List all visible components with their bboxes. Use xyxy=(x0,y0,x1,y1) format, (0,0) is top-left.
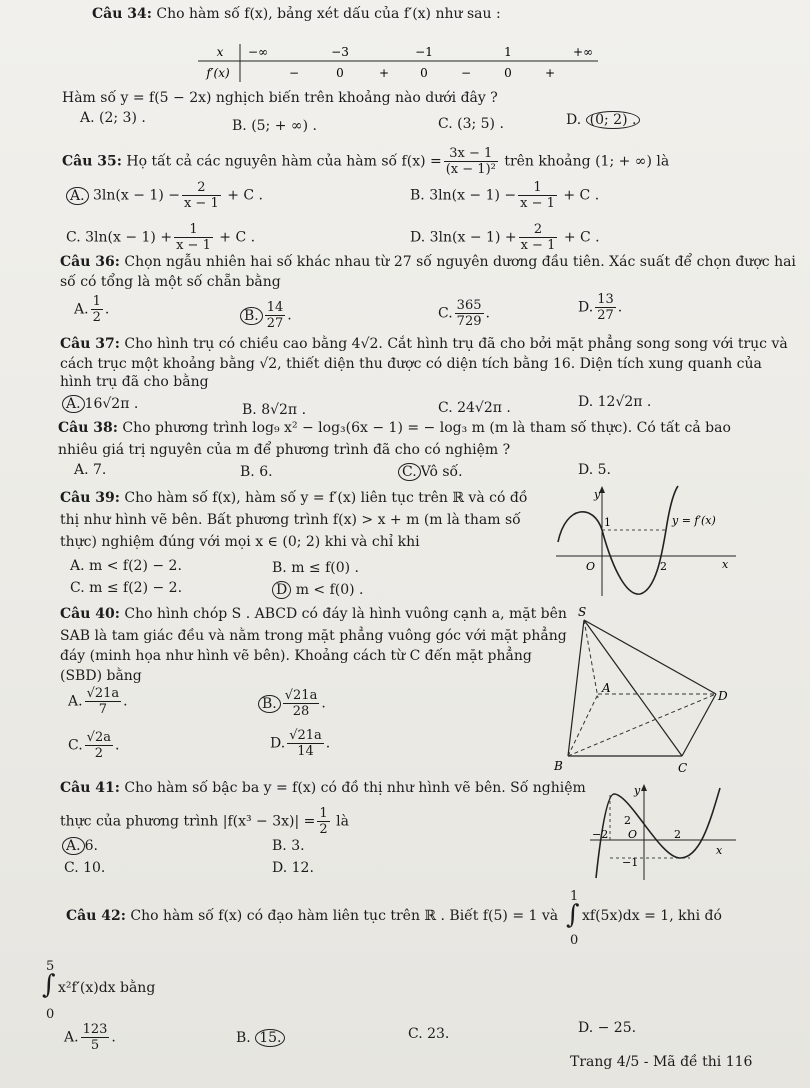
q42-b-label: B. xyxy=(236,1030,251,1046)
q34-option-d xyxy=(566,112,640,129)
q34-sign-0: − xyxy=(288,66,300,80)
q38-number: Câu 38: xyxy=(58,420,118,436)
q40-a-frac xyxy=(85,686,122,717)
q40-c-frac xyxy=(85,730,113,761)
q34-sign-6: + xyxy=(544,66,556,80)
q36-b-label: B. xyxy=(240,307,263,325)
q36-c-num: 365 xyxy=(456,298,482,313)
q35-option-d xyxy=(410,222,600,253)
q40-b-label: B. xyxy=(258,695,281,713)
q42-int2-sign: ∫ xyxy=(42,970,56,1000)
q34-option-d-label: D. xyxy=(566,112,582,128)
q35-option-a xyxy=(66,180,263,211)
q42-int1-lower: 0 xyxy=(570,933,579,948)
q36-d-num: 13 xyxy=(597,292,614,307)
q35-frac-num: 3x − 1 xyxy=(444,146,498,162)
q40-edge-ba xyxy=(568,694,598,756)
q41-a-value: 6. xyxy=(84,838,98,854)
q38-stem-line1 xyxy=(58,420,731,437)
q37-option-d: D. 12√2π . xyxy=(578,394,652,410)
q37-a-value: 16√2π . xyxy=(84,396,139,412)
q41-label-2: 2 xyxy=(624,814,631,827)
q37-option-b: B. 8√2π . xyxy=(242,402,307,418)
q35-c-den: x − 1 xyxy=(176,238,211,253)
q34-stem xyxy=(92,6,501,23)
q40-label-d: D xyxy=(718,689,728,703)
q41-y-arrow-icon xyxy=(641,784,647,791)
q40-c-den: 2 xyxy=(94,746,103,761)
q42-a-label: A. xyxy=(64,1029,79,1046)
q40-label-c: C xyxy=(678,761,688,775)
page-footer: Trang 4/5 - Mã đề thi 116 xyxy=(570,1054,753,1070)
q36-d-label: D. xyxy=(578,299,594,316)
q41-frac-den: 2 xyxy=(319,822,328,837)
q40-edge-cd xyxy=(682,694,716,756)
q40-stem-line3: đáy (minh họa như hình vẽ bên). Khoảng cách từ C đến mặt phẳng xyxy=(60,648,532,664)
q40-a-den: 7 xyxy=(98,702,107,717)
q41-a-label: A. xyxy=(62,837,85,855)
q39-label-2: 2 xyxy=(660,560,667,573)
q34-option-d-value: (0; 2) . xyxy=(586,111,641,129)
q39-graph xyxy=(556,484,806,600)
q37-text1: Cho hình trụ có chiều cao bằng 4√2. Cắt hình trụ đã cho bởi mặt phẳng song song với trục và xyxy=(124,336,788,352)
q34-sign-2: + xyxy=(378,66,390,80)
q38-c-label: C. xyxy=(398,463,421,481)
q35-a-den: x − 1 xyxy=(183,196,219,211)
q35-c-num: 1 xyxy=(174,222,213,238)
q39-label-1: 1 xyxy=(604,516,611,529)
q41-tail: là xyxy=(336,813,349,830)
q40-label-a: A xyxy=(602,681,611,695)
q36-option-c: C. $\frac{365}{729}$ . xyxy=(438,298,490,329)
q37-stem-line2: cách trục một khoảng bằng √2, thiết diện thu được có diện tích bằng 16. Diện tích xung quanh của xyxy=(60,356,762,372)
q40-edge-sa xyxy=(584,620,598,698)
q42-option-d: D. − 25. xyxy=(578,1020,637,1036)
q40-text1: Cho hình chóp S . ABCD có đáy là hình vuông cạnh a, mặt bên xyxy=(124,606,567,622)
q39-d-value: m < f(0) . xyxy=(295,582,364,598)
q38-option-a: A. 7. xyxy=(74,462,107,478)
q34-x-1: −3 xyxy=(331,45,349,59)
q42-int1-expr: xf(5x)dx = 1, khi đó xyxy=(582,908,722,924)
q38-option-b: B. 6. xyxy=(240,464,273,480)
q38-c-value: Vô số. xyxy=(420,464,463,480)
q36-a-num: 1 xyxy=(92,294,101,309)
q37-stem-line3: hình trụ đã cho bằng xyxy=(60,374,209,390)
q36-text1: Chọn ngẫu nhiên hai số khác nhau từ 27 số nguyên dương đầu tiên. Xác suất để chọn được hai xyxy=(124,254,796,270)
q37-option-a xyxy=(62,396,138,413)
q40-edge-sb xyxy=(568,620,584,756)
q41-text2: thực của phương trình |f(x³ − 3x)| = xyxy=(60,813,316,830)
q40-label-s: S xyxy=(578,605,587,619)
q42-int2-lower: 0 xyxy=(46,1007,55,1022)
q35-option-c-value: 3ln(x − 1) + xyxy=(85,229,173,246)
q41-option-a xyxy=(62,838,98,855)
q35-option-d-tail: + C . xyxy=(563,229,600,246)
q36-a-frac xyxy=(91,294,103,325)
q39-option-b: B. m ≤ f(0) . xyxy=(272,560,360,576)
q36-stem-line1 xyxy=(60,254,796,271)
q39-text1: Cho hàm số f(x), hàm số y = f′(x) liên tục trên ℝ và có đồ xyxy=(124,490,528,506)
q39-stem-line3: thực) nghiệm đúng với mọi x ∈ (0; 2) khi và chỉ khi xyxy=(60,534,420,550)
q35-stem xyxy=(62,146,669,177)
q39-stem-line1 xyxy=(60,490,527,507)
q34-number: Câu 34: xyxy=(92,6,152,22)
q37-option-c: C. 24√2π . xyxy=(438,400,511,416)
q37-number: Câu 37: xyxy=(60,336,120,352)
q35-d-den: x − 1 xyxy=(520,238,556,253)
q39-label-y: y xyxy=(594,488,601,501)
q34-sign-1: 0 xyxy=(336,66,344,80)
q41-label-m1: −1 xyxy=(622,856,639,869)
q34-option-b: B. (5; + ∞) . xyxy=(232,118,317,134)
q36-a-label: A. xyxy=(74,301,89,318)
q35-option-a-label: A. xyxy=(66,187,89,205)
q35-option-b-frac xyxy=(518,180,557,211)
q34-sign-3: 0 xyxy=(420,66,428,80)
q40-b-den: 28 xyxy=(292,704,310,719)
q38-option-c xyxy=(398,464,463,481)
q34-x-2: −1 xyxy=(415,45,433,59)
q35-option-c-tail: + C . xyxy=(219,229,256,246)
q41-frac-num: 1 xyxy=(319,806,328,821)
q40-label-b: B xyxy=(554,759,563,773)
q40-c-label: C. xyxy=(68,737,83,754)
q42-a-frac xyxy=(81,1022,110,1053)
q40-pyramid-figure xyxy=(548,602,738,778)
q35-option-a-tail: + C . xyxy=(227,187,263,204)
q40-edge-bd xyxy=(568,694,716,756)
q35-option-c-label: C. xyxy=(66,229,81,246)
q40-b-frac xyxy=(283,688,320,719)
q35-option-b xyxy=(410,180,599,211)
q41-label-m2: −2 xyxy=(592,828,609,841)
q40-d-frac xyxy=(287,728,324,759)
q36-d-frac xyxy=(595,292,616,323)
q35-a-num: 2 xyxy=(182,180,221,196)
q34-x-0: −∞ xyxy=(247,45,269,59)
q41-option-b: B. 3. xyxy=(272,838,305,854)
q39-option-a: A. m < f(2) − 2. xyxy=(70,558,182,574)
q35-option-c xyxy=(66,222,255,253)
q40-number: Câu 40: xyxy=(60,606,120,622)
q36-a-den: 2 xyxy=(92,310,101,325)
q34-x-3: 1 xyxy=(504,45,512,59)
q34-sign-table xyxy=(198,42,603,84)
q39-label-o: O xyxy=(586,560,596,573)
q41-option-d: D. 12. xyxy=(272,860,314,876)
q35-option-d-value: 3ln(x − 1) + xyxy=(429,229,517,246)
q40-option-d: D. $\frac{√21a}{14}$ . xyxy=(270,728,331,759)
q42-int1-upper: 1 xyxy=(570,889,579,904)
q40-a-num: √21a xyxy=(86,686,120,701)
q34-option-c: C. (3; 5) . xyxy=(438,116,504,132)
q36-option-a: A. $\frac{1}{2}$ . xyxy=(74,294,110,325)
q36-b-num: 14 xyxy=(266,300,284,315)
q37-stem-line1 xyxy=(60,336,788,353)
q38-stem-line2: nhiêu giá trị nguyên của m để phương trình đã cho có nghiệm ? xyxy=(58,442,511,458)
q35-d-num: 2 xyxy=(519,222,558,238)
q36-d-den: 27 xyxy=(597,308,614,323)
q36-stem-line2: số có tổng là một số chẵn bằng xyxy=(60,274,281,290)
q41-stem-line1 xyxy=(60,780,586,797)
q39-label-f: y = f′(x) xyxy=(672,514,716,527)
q36-c-label: C. xyxy=(438,305,453,322)
q40-c-num: √2a xyxy=(86,730,111,745)
q37-a-label: A. xyxy=(62,395,85,413)
q35-option-a-value: 3ln(x − 1) − xyxy=(93,187,180,204)
q40-d-den: 14 xyxy=(297,744,314,759)
q41-number: Câu 41: xyxy=(60,780,120,796)
q36-number: Câu 36: xyxy=(60,254,120,270)
q39-curve xyxy=(558,486,678,594)
q40-d-num: √21a xyxy=(289,728,322,743)
q42-stem-line1 xyxy=(66,908,558,925)
q39-d-label: D xyxy=(272,581,291,599)
q42-text1: Cho hàm số f(x) có đạo hàm liên tục trên ℝ . Biết f(5) = 1 và xyxy=(130,908,559,924)
q35-fraction xyxy=(444,146,498,177)
q41-label-o: O xyxy=(628,828,638,841)
q34-text: Cho hàm số f(x), bảng xét dấu của f′(x) như sau : xyxy=(156,6,501,22)
q35-b-den: x − 1 xyxy=(520,196,555,211)
q41-label-p2: 2 xyxy=(674,828,681,841)
q39-option-c: C. m ≤ f(2) − 2. xyxy=(70,580,183,596)
q42-a-den: 5 xyxy=(90,1038,100,1053)
q40-stem-line4: (SBD) bằng xyxy=(60,668,142,684)
q34-row-fprime-label: f′(x) xyxy=(206,66,230,80)
q40-option-c: C. $\frac{√2a}{2}$ . xyxy=(68,730,120,761)
q35-option-b-tail: + C . xyxy=(563,187,600,204)
q42-number: Câu 42: xyxy=(66,908,126,924)
q41-curve xyxy=(596,788,720,878)
q35-option-b-label: B. xyxy=(410,187,425,204)
q35-option-c-frac xyxy=(174,222,213,253)
q38-option-d: D. 5. xyxy=(578,462,611,478)
q42-int1-sign: ∫ xyxy=(566,900,580,930)
q38-text1: Cho phương trình log₉ x² − log₃(6x − 1) = − log₃ m (m là tham số thực). Có tất cả bao xyxy=(122,420,731,436)
q34-sign-5: 0 xyxy=(504,66,512,80)
q35-b-num: 1 xyxy=(518,180,557,196)
q36-b-frac xyxy=(265,300,286,331)
q41-frac xyxy=(317,806,329,837)
q34-sign-4: − xyxy=(460,66,472,80)
q34-option-a: A. (2; 3) . xyxy=(80,110,146,126)
q36-c-frac xyxy=(455,298,484,329)
q40-stem-line2: SAB là tam giác đều và nằm trong mặt phẳng vuông góc với mặt phẳng xyxy=(60,628,567,644)
q41-label-y: y xyxy=(634,784,641,797)
q41-stem-line2 xyxy=(60,806,349,837)
q42-int2-upper: 5 xyxy=(46,959,55,974)
q34-x-4: +∞ xyxy=(572,45,594,59)
q42-option-c: C. 23. xyxy=(408,1026,450,1042)
q41-option-c: C. 10. xyxy=(64,860,106,876)
q35-option-d-label: D. xyxy=(410,229,426,246)
q35-option-a-frac xyxy=(182,180,221,211)
q36-option-b: B. $\frac{14}{27}$ . xyxy=(240,300,292,331)
q39-stem-line2: thị như hình vẽ bên. Bất phương trình f(x) > x + m (m là tham số xyxy=(60,512,521,528)
q36-c-den: 729 xyxy=(456,314,482,329)
q42-int2-expr: x²f′(x)dx bằng xyxy=(58,980,156,996)
q35-number: Câu 35: xyxy=(62,153,122,170)
q36-option-d: D. $\frac{13}{27}$ . xyxy=(578,292,623,323)
q40-d-label: D. xyxy=(270,735,286,752)
q39-label-x: x xyxy=(722,558,729,571)
q42-option-b xyxy=(236,1030,285,1047)
q35-frac-den: (x − 1)² xyxy=(445,162,496,177)
q40-option-a: A. $\frac{√21a}{7}$ . xyxy=(68,686,128,717)
q34-row-x-label: x xyxy=(216,45,224,59)
q42-a-num: 123 xyxy=(82,1022,108,1037)
q35-text: Họ tất cả các nguyên hàm của hàm số f(x) = xyxy=(126,153,442,170)
q41-graph xyxy=(590,782,740,882)
q40-a-label: A. xyxy=(68,693,83,710)
q40-stem-line1 xyxy=(60,606,567,623)
q36-b-den: 27 xyxy=(266,316,284,331)
q40-b-num: √21a xyxy=(284,688,318,703)
q35-tail: trên khoảng (1; + ∞) là xyxy=(504,153,670,170)
q35-option-b-value: 3ln(x − 1) − xyxy=(429,187,517,204)
q40-edge-sc xyxy=(584,620,682,756)
q42-option-a: A. $\frac{123}{5}$ . xyxy=(64,1022,116,1053)
q34-question: Hàm số y = f(5 − 2x) nghịch biến trên khoảng nào dưới đây ? xyxy=(62,90,498,106)
q40-option-b: B. $\frac{√21a}{28}$ . xyxy=(258,688,326,719)
q39-number: Câu 39: xyxy=(60,490,120,506)
q41-text1: Cho hàm số bậc ba y = f(x) có đồ thị như hình vẽ bên. Số nghiệm xyxy=(124,780,586,796)
q39-option-d xyxy=(272,582,364,599)
q42-b-value: 15. xyxy=(255,1029,285,1047)
q35-option-d-frac xyxy=(519,222,558,253)
q41-label-x: x xyxy=(716,844,723,857)
